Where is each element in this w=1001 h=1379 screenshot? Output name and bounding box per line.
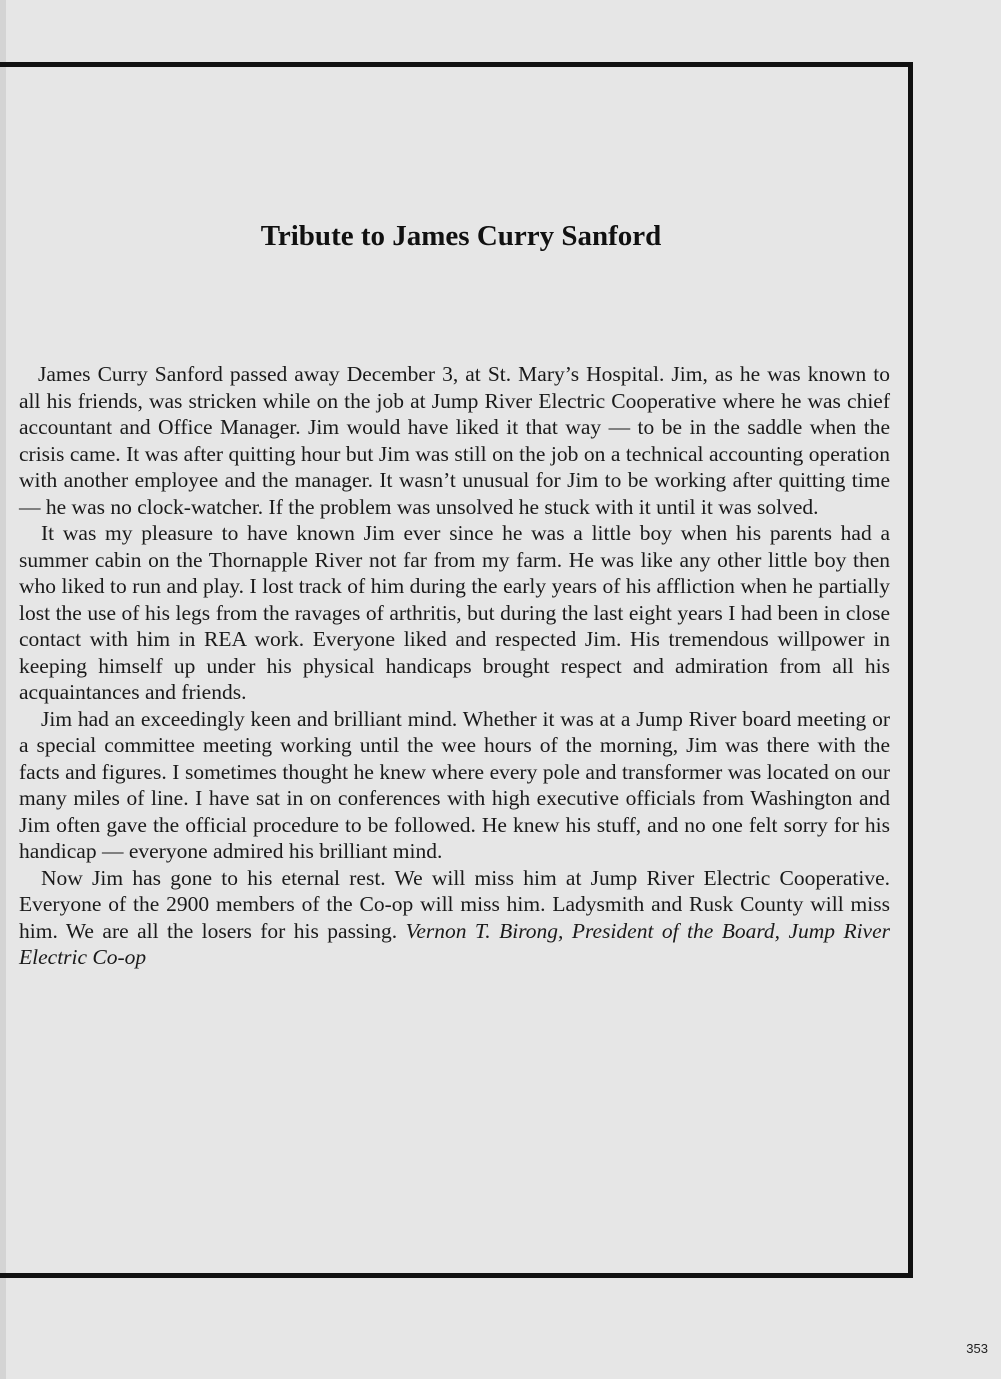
article-paragraph-2: It was my pleasure to have known Jim ever since he was a little boy when his parents had a summer cabin on the Thornapple River not far from my farm. He was like any other little boy then who liked to run and play. I lost track of him during the early years of his affliction when he partially lost the use of his legs from the ravages of arthritis, but during the last eight years I had been in close contact with him in REA work. Everyone liked and respected Jim. His tremendous willpower in keeping himself up under his physical handicaps brought respect and admiration from all his acquaintances and friends. xyxy=(19,521,890,704)
page-number: 353 xyxy=(966,1341,988,1356)
signature: Vernon T. Birong, President of the Board, Jump River Electric Co-op xyxy=(19,918,890,969)
article-body xyxy=(19,361,890,971)
closing-text: Now Jim has gone to his eternal rest. We will miss him at Jump River Electric Cooperative. Everyone of the 2900 members of the Co-op will miss him. Ladysmith and Rusk County will miss him. We are all the losers for his passing. xyxy=(19,865,890,943)
article-paragraph-3: Jim had an exceedingly keen and brilliant mind. Whether it was at a Jump River board meeting or a special committee meeting working until the wee hours of the morning, Jim was there with the facts and figures. I sometimes thought he knew where every pole and transformer was located on our many miles of line. I have sat in on conferences with high executive officials from Washington and Jim often gave the official procedure to be followed. He knew his stuff, and no one felt sorry for his handicap — everyone admired his brilliant mind. xyxy=(19,706,890,863)
article-paragraph-4 xyxy=(19,865,890,971)
article-paragraph-1: James Curry Sanford passed away December 3, at St. Mary’s Hospital. Jim, as he was known to all his friends, was stricken while on the job at Jump River Electric Cooperative where he was chief accountant and Office Manager. Jim would have liked it that way — to be in the saddle when the crisis came. It was after quitting hour but Jim was still on the job on a technical accounting operation with another employee and the manager. It wasn’t unusual for Jim to be working after quitting time — he was no clock-watcher. If the problem was unsolved he stuck with it until it was solved. xyxy=(19,362,890,519)
article-title: Tribute to James Curry Sanford xyxy=(260,220,662,252)
